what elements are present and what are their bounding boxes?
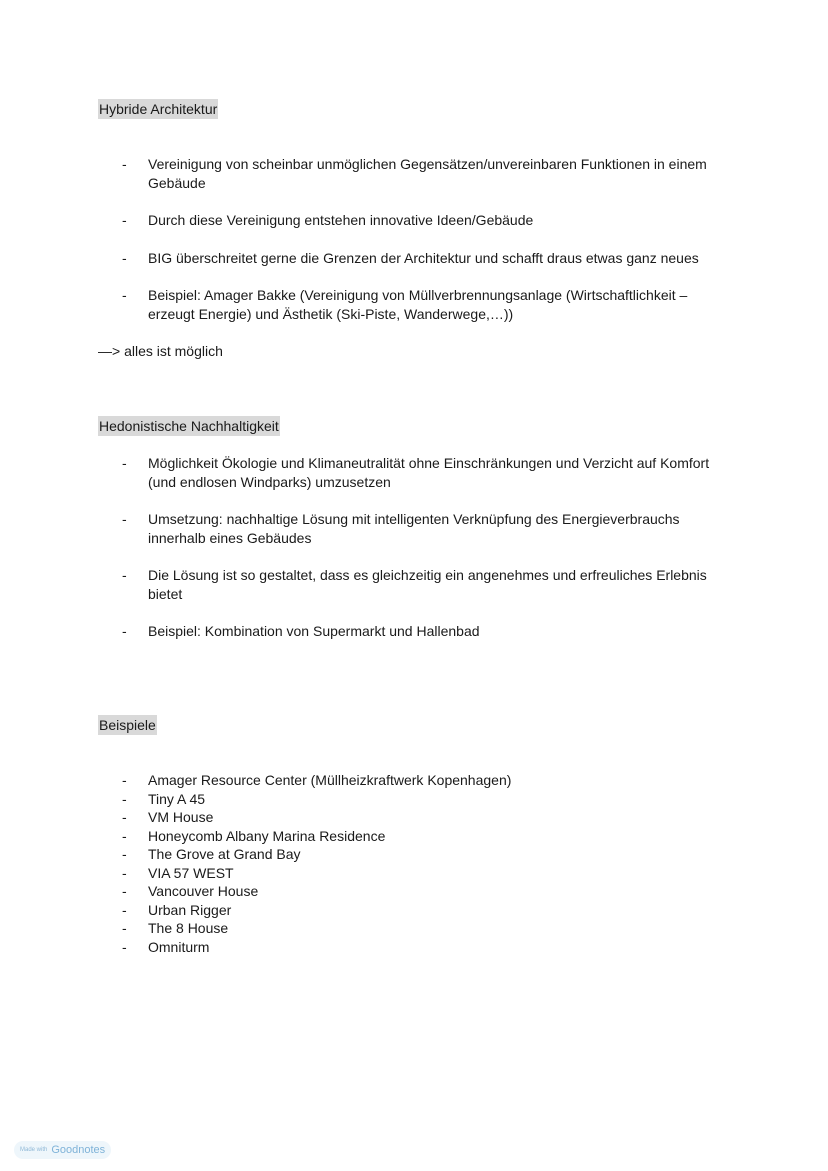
list-item-text: Beispiel: Amager Bakke (Vereinigung von Müllverbrennungsanlage (Wirtschaftlichkeit – erzeugt Energie) und Ästhetik (Ski-Piste, Wanderwege,…)) [148, 287, 688, 322]
bullet-dash: - [122, 883, 127, 899]
bullet-dash: - [122, 846, 127, 862]
bullet-list-hedonistische-nachhaltigkeit [122, 454, 722, 660]
list-item [122, 938, 722, 957]
list-item [122, 808, 722, 827]
list-item [122, 901, 722, 920]
conclusion-note: —> alles ist möglich [98, 343, 223, 359]
list-item-text: Tiny A 45 [148, 790, 206, 807]
bullet-dash: - [122, 938, 127, 955]
list-item-text: Amager Resource Center (Müllheizkraftwerk Kopenhagen) [148, 772, 512, 788]
list-item-text: VM House [148, 809, 214, 825]
list-item-text: Die Lösung ist so gestaltet, dass es gleichzeitig ein angenehmes und erfreuliches Erlebnis bietet [148, 567, 707, 602]
list-item [122, 622, 722, 641]
bullet-dash: - [122, 249, 127, 266]
list-item [122, 454, 722, 491]
bullet-dash: - [122, 809, 127, 825]
list-item [122, 566, 722, 603]
list-item-text: BIG überschreitet gerne die Grenzen der Architektur und schafft draus etwas ganz neues [148, 249, 699, 266]
list-item-text: Umsetzung: nachhaltige Lösung mit intelligenten Verknüpfung des Energieverbrauchs innerhalb eines Gebäudes [148, 511, 680, 546]
list-item-text: Honeycomb Albany Marina Residence [148, 827, 386, 844]
made-with-goodnotes-badge [14, 1141, 111, 1159]
bullet-dash: - [122, 772, 127, 788]
goodnotes-brand-label: Goodnotes [51, 1144, 106, 1156]
bullet-dash: - [122, 212, 127, 228]
made-with-label: Made with [20, 1147, 48, 1153]
list-item [122, 211, 722, 230]
bullet-dash: - [122, 287, 127, 303]
list-item [122, 790, 722, 809]
list-item [122, 771, 722, 790]
list-item [122, 882, 722, 901]
list-item [122, 249, 722, 268]
list-item [122, 286, 722, 323]
section-heading-hybride-architektur: Hybride Architektur [99, 101, 218, 117]
bullet-dash: - [122, 623, 127, 639]
list-item [122, 919, 722, 938]
list-item [122, 845, 722, 864]
bullet-dash: - [122, 156, 127, 172]
bullet-dash: - [122, 455, 127, 471]
bullet-dash: - [122, 827, 127, 844]
list-item-text: Durch diese Vereinigung entstehen innovative Ideen/Gebäude [148, 212, 534, 228]
bullet-dash: - [122, 511, 127, 527]
bullet-dash: - [122, 864, 127, 881]
bullet-dash: - [122, 920, 127, 936]
list-item [122, 155, 722, 192]
list-item [122, 827, 722, 846]
bullet-dash: - [122, 790, 127, 807]
list-item [122, 510, 722, 547]
list-item-text: The Grove at Grand Bay [148, 846, 301, 862]
list-item-text: VIA 57 WEST [148, 864, 234, 881]
list-item-text: Vereinigung von scheinbar unmöglichen Gegensätzen/unvereinbaren Funktionen in einem Gebäude [148, 156, 707, 191]
list-item-text: The 8 House [148, 920, 229, 936]
list-item-text: Urban Rigger [148, 901, 232, 918]
bullet-dash: - [122, 567, 127, 583]
list-item-text: Omniturm [148, 938, 210, 955]
bullet-list-beispiele [122, 771, 722, 956]
list-item-text: Vancouver House [148, 883, 259, 899]
section-heading-beispiele: Beispiele [99, 717, 156, 733]
list-item-text: Möglichkeit Ökologie und Klimaneutralität ohne Einschränkungen und Verzicht auf Komfort (und endlosen Windparks) umzusetzen [148, 455, 710, 490]
list-item [122, 864, 722, 883]
bullet-list-hybride-architektur [122, 155, 722, 342]
list-item-text: Beispiel: Kombination von Supermarkt und Hallenbad [148, 623, 480, 639]
section-heading-hedonistische-nachhaltigkeit: Hedonistische Nachhaltigkeit [99, 418, 279, 434]
bullet-dash: - [122, 901, 127, 918]
